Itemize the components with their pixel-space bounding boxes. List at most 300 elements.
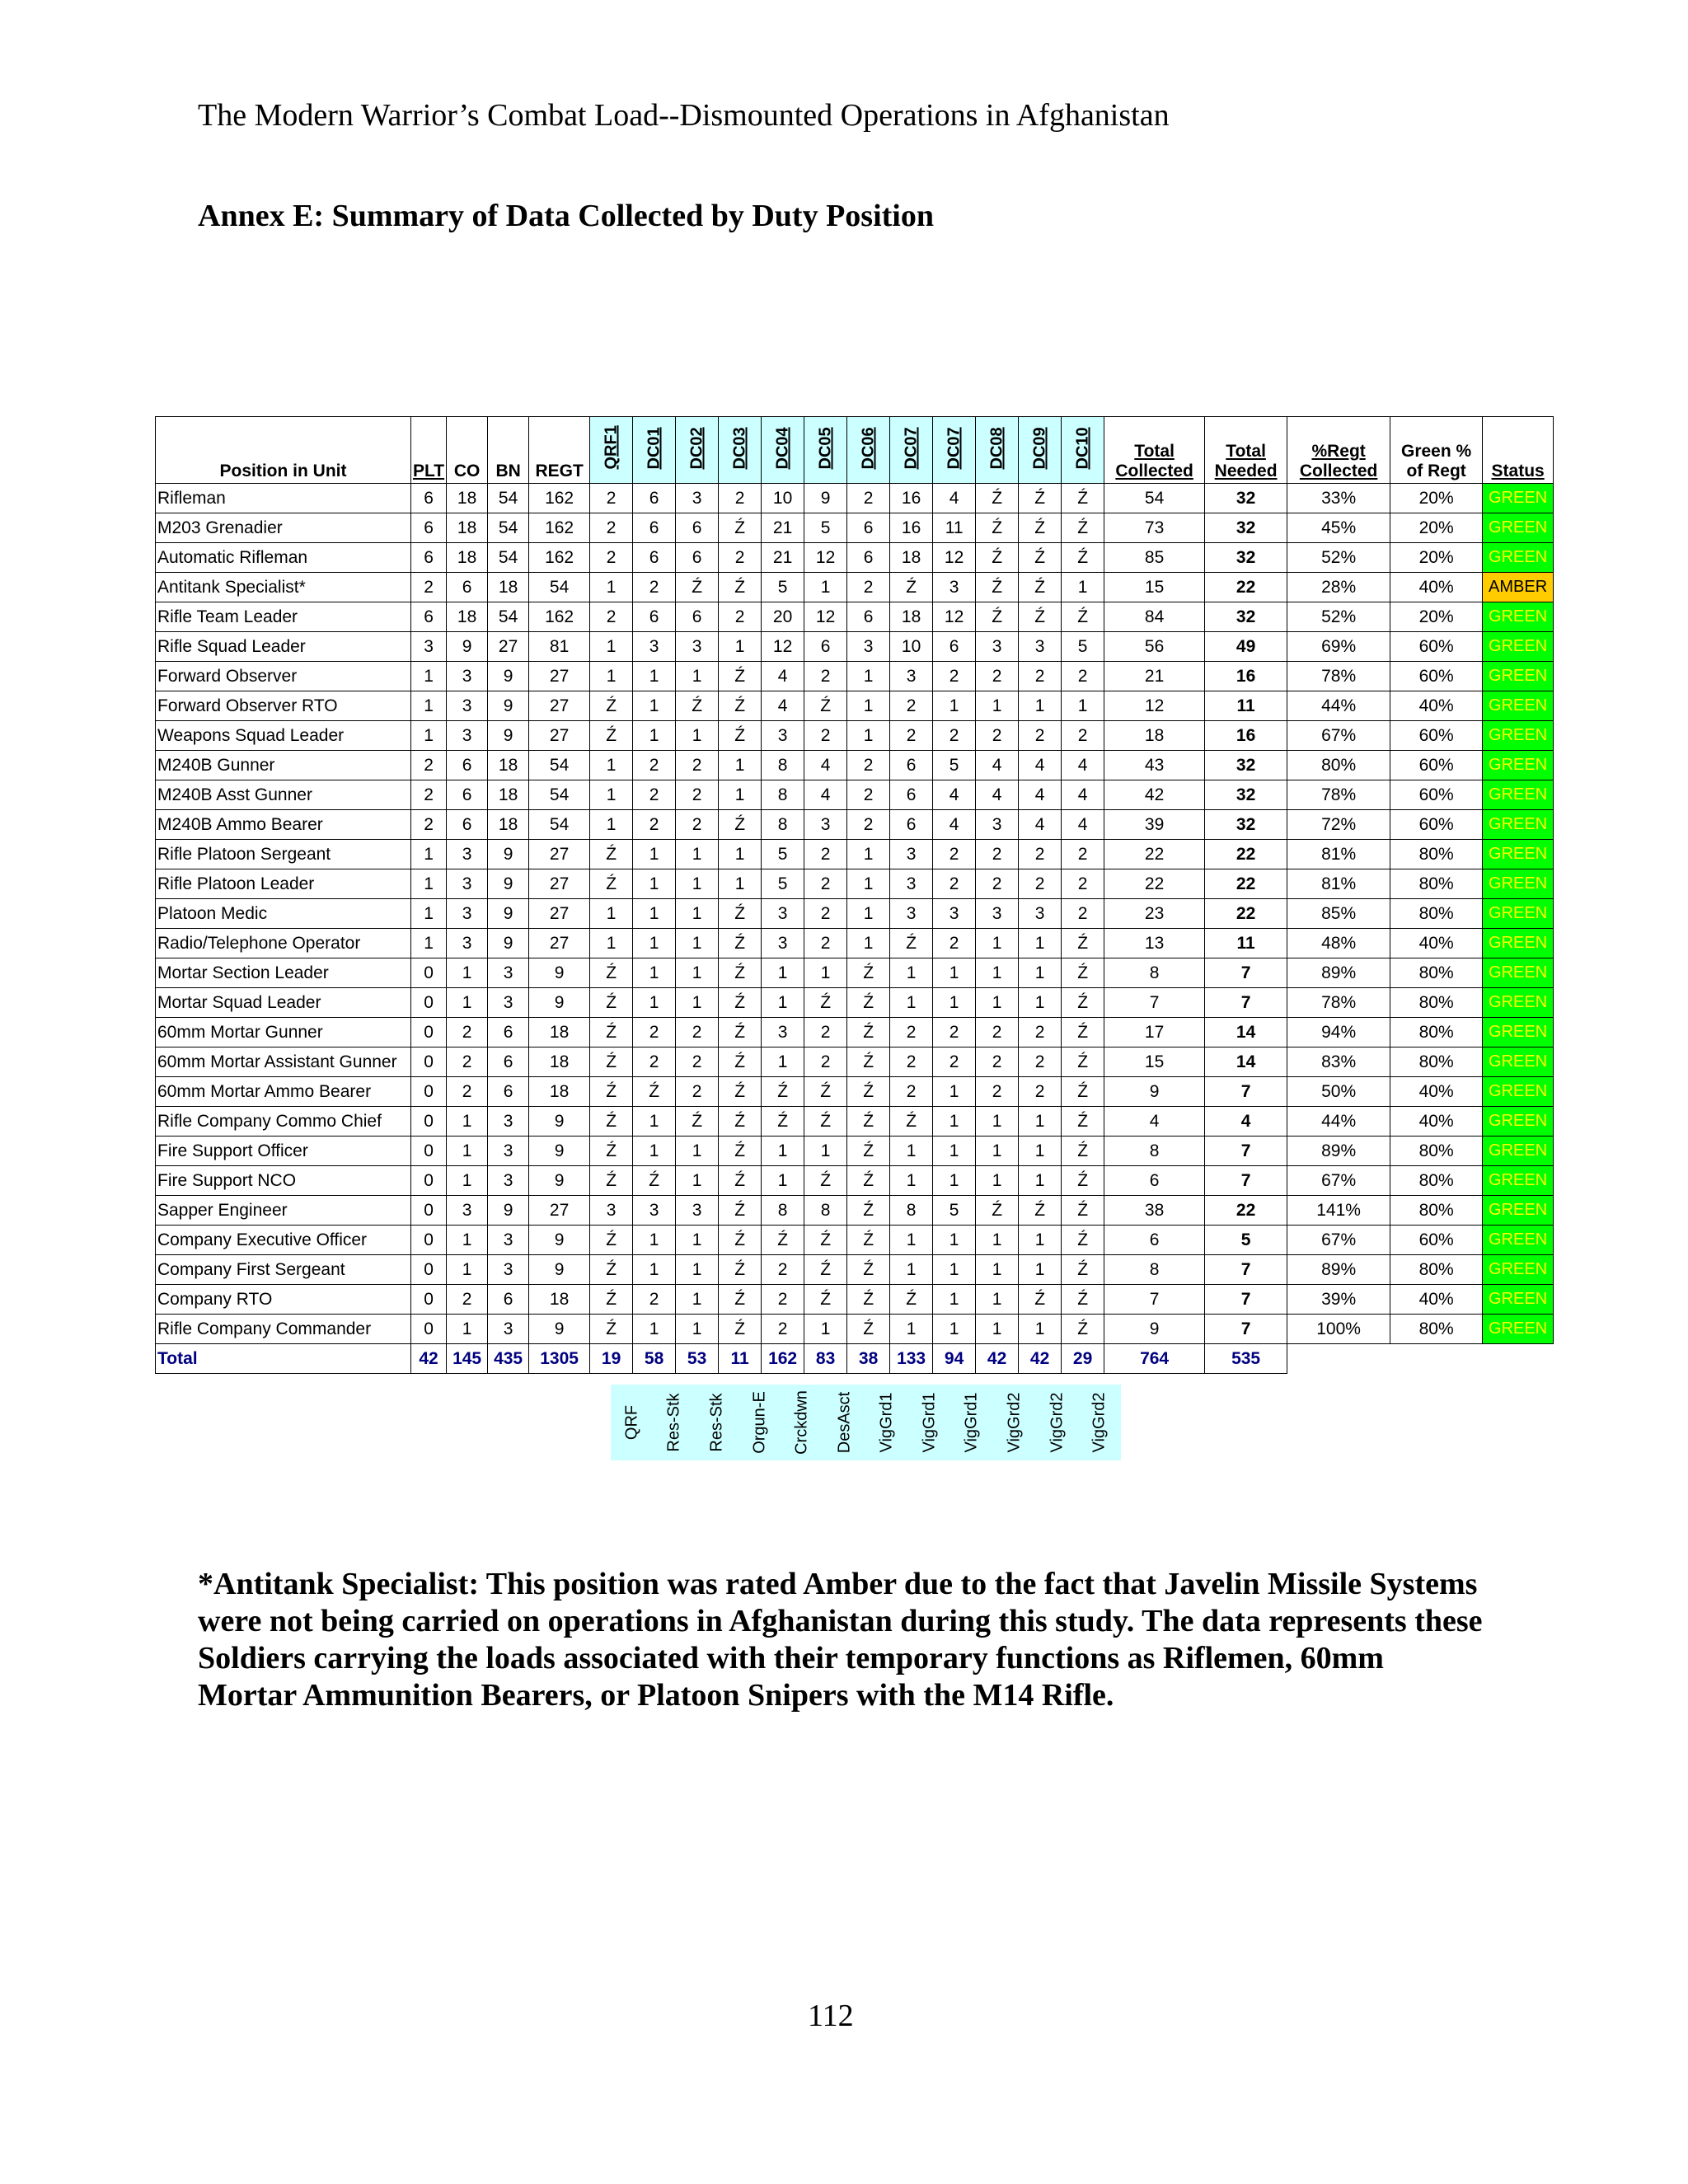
co-cell: 1: [447, 1137, 488, 1166]
total-needed-cell: 14: [1205, 1018, 1287, 1047]
position-cell: Rifle Team Leader: [156, 602, 411, 632]
bn-cell: 9: [488, 929, 529, 958]
dc-cell: 3: [676, 484, 719, 513]
table-row: [156, 1226, 1554, 1255]
status-badge: GREEN: [1483, 1226, 1554, 1255]
operation-label: Res-Stk: [664, 1393, 683, 1452]
dc-cell: Ź: [1062, 1166, 1104, 1196]
table-row: [156, 780, 1554, 810]
dc-cell: 1: [933, 1137, 976, 1166]
dc-cell: 1: [676, 869, 719, 899]
dc-cell: Ź: [847, 1018, 890, 1047]
bn-cell: 54: [488, 602, 529, 632]
dc-cell: Ź: [590, 1047, 633, 1077]
table-row: [156, 1315, 1554, 1344]
dc-cell: Ź: [976, 1196, 1019, 1226]
dc-cell: 2: [1019, 662, 1062, 691]
dc-cell: 6: [633, 484, 676, 513]
co-cell: 6: [447, 573, 488, 602]
table-row: [156, 513, 1554, 543]
dc-cell: Ź: [1019, 543, 1062, 573]
dc-cell: 4: [804, 751, 847, 780]
green-pct-cell: 60%: [1390, 810, 1483, 840]
dc-cell: 2: [804, 929, 847, 958]
dc-cell: 2: [933, 869, 976, 899]
bn-cell: 27: [488, 632, 529, 662]
position-cell: M240B Asst Gunner: [156, 780, 411, 810]
total-needed-cell: 22: [1205, 899, 1287, 929]
plt-cell: 6: [411, 484, 447, 513]
total-collected-cell: 18: [1104, 721, 1205, 751]
plt-cell: 0: [411, 1255, 447, 1285]
dc-cell: 1: [590, 632, 633, 662]
dc-cell: 1: [676, 1166, 719, 1196]
table-row: [156, 869, 1554, 899]
dc-cell: 6: [847, 513, 890, 543]
position-cell: Mortar Section Leader: [156, 958, 411, 988]
total-needed-cell: 22: [1205, 1196, 1287, 1226]
position-cell: M240B Gunner: [156, 751, 411, 780]
pct-regt-cell: 69%: [1287, 632, 1390, 662]
dc-cell: Ź: [1019, 602, 1062, 632]
dc-cell: 3: [976, 810, 1019, 840]
dc-cell: 1: [633, 840, 676, 869]
dc-cell: Ź: [719, 1196, 762, 1226]
header-bn: BN: [488, 417, 529, 484]
dc-cell: Ź: [804, 691, 847, 721]
dc-cell: 2: [676, 1018, 719, 1047]
plt-cell: 1: [411, 869, 447, 899]
dc-cell: 6: [676, 543, 719, 573]
pct-regt-cell: 52%: [1287, 543, 1390, 573]
dc-cell: 2: [762, 1285, 804, 1315]
position-cell: M203 Grenadier: [156, 513, 411, 543]
dc-cell: 1: [1062, 691, 1104, 721]
header-total-needed: Total Needed: [1205, 417, 1287, 484]
total-needed-cell: 32: [1205, 751, 1287, 780]
total-co: 145: [447, 1344, 488, 1374]
operation-label: VigGrd2: [1048, 1392, 1067, 1453]
table-row: [156, 929, 1554, 958]
dc-cell: Ź: [719, 662, 762, 691]
position-cell: Forward Observer: [156, 662, 411, 691]
dc-cell: 21: [762, 513, 804, 543]
dc-cell: 8: [762, 810, 804, 840]
co-cell: 6: [447, 810, 488, 840]
dc-cell: 3: [762, 721, 804, 751]
dc-cell: 2: [762, 1315, 804, 1344]
total-needed-cell: 22: [1205, 573, 1287, 602]
plt-cell: 0: [411, 1226, 447, 1255]
total-collected-cell: 15: [1104, 1047, 1205, 1077]
dc-cell: 5: [1062, 632, 1104, 662]
dc-cell: 12: [933, 543, 976, 573]
operation-label-cell: [993, 1385, 1036, 1460]
running-head: The Modern Warrior’s Combat Load--Dismounted Operations in Afghanistan: [198, 98, 1170, 133]
plt-cell: 1: [411, 691, 447, 721]
header-dc: DC03: [719, 417, 762, 484]
table-row: [156, 1018, 1554, 1047]
dc-cell: Ź: [1019, 484, 1062, 513]
total-needed-cell: 7: [1205, 958, 1287, 988]
dc-cell: 1: [1062, 573, 1104, 602]
dc-cell: 1: [676, 1285, 719, 1315]
position-cell: Fire Support Officer: [156, 1137, 411, 1166]
dc-cell: 1: [633, 988, 676, 1018]
total-collected-cell: 9: [1104, 1077, 1205, 1107]
total-needed-cell: 7: [1205, 1077, 1287, 1107]
dc-cell: 6: [847, 602, 890, 632]
table-row: [156, 958, 1554, 988]
dc-cell: 4: [1019, 810, 1062, 840]
operation-label-cell: [781, 1385, 823, 1460]
dc-cell: 1: [976, 988, 1019, 1018]
dc-cell: Ź: [804, 1285, 847, 1315]
pct-regt-cell: 78%: [1287, 662, 1390, 691]
plt-cell: 0: [411, 1196, 447, 1226]
position-cell: Forward Observer RTO: [156, 691, 411, 721]
dc-cell: 6: [676, 513, 719, 543]
dc-cell: 6: [676, 602, 719, 632]
total-collected-cell: 4: [1104, 1107, 1205, 1137]
empty-cell: [1483, 1344, 1554, 1374]
operation-label-cell: [951, 1385, 994, 1460]
position-cell: Automatic Rifleman: [156, 543, 411, 573]
co-cell: 18: [447, 484, 488, 513]
dc-cell: Ź: [804, 1255, 847, 1285]
dc-cell: 2: [1019, 721, 1062, 751]
status-badge: GREEN: [1483, 810, 1554, 840]
plt-cell: 1: [411, 899, 447, 929]
dc-cell: 5: [762, 869, 804, 899]
dc-cell: Ź: [676, 573, 719, 602]
dc-cell: 2: [933, 1047, 976, 1077]
dc-cell: Ź: [1062, 929, 1104, 958]
co-cell: 6: [447, 751, 488, 780]
dc-cell: 2: [633, 1285, 676, 1315]
green-pct-cell: 60%: [1390, 751, 1483, 780]
total-bn: 435: [488, 1344, 529, 1374]
page-number: 112: [808, 1999, 854, 2033]
dc-cell: 1: [676, 1137, 719, 1166]
total-collected-cell: 22: [1104, 840, 1205, 869]
dc-cell: Ź: [719, 899, 762, 929]
table-row: [156, 1107, 1554, 1137]
total-needed-cell: 16: [1205, 721, 1287, 751]
dc-cell: 18: [890, 602, 933, 632]
total-collected-cell: 22: [1104, 869, 1205, 899]
dc-cell: 1: [633, 899, 676, 929]
table-row: [156, 988, 1554, 1018]
green-pct-cell: 80%: [1390, 1047, 1483, 1077]
total-collected-cell: 8: [1104, 1255, 1205, 1285]
dc-cell: Ź: [1062, 1047, 1104, 1077]
co-cell: 2: [447, 1018, 488, 1047]
status-badge: GREEN: [1483, 721, 1554, 751]
dc-cell: 2: [1019, 1047, 1062, 1077]
total-dc: 83: [804, 1344, 847, 1374]
status-badge: GREEN: [1483, 1315, 1554, 1344]
total-dc: 133: [890, 1344, 933, 1374]
total-needed-cell: 22: [1205, 840, 1287, 869]
total-collected-cell: 7: [1104, 988, 1205, 1018]
dc-cell: 2: [847, 810, 890, 840]
plt-cell: 0: [411, 1285, 447, 1315]
table-row: [156, 1137, 1554, 1166]
dc-cell: Ź: [1062, 1196, 1104, 1226]
plt-cell: 0: [411, 1315, 447, 1344]
pct-regt-cell: 85%: [1287, 899, 1390, 929]
green-pct-cell: 60%: [1390, 721, 1483, 751]
header-dc: DC04: [762, 417, 804, 484]
dc-cell: 1: [762, 1047, 804, 1077]
regt-cell: 9: [529, 958, 590, 988]
total-dc: 29: [1062, 1344, 1104, 1374]
status-badge: GREEN: [1483, 513, 1554, 543]
co-cell: 3: [447, 929, 488, 958]
pct-regt-cell: 81%: [1287, 840, 1390, 869]
green-pct-cell: 60%: [1390, 662, 1483, 691]
dc-cell: 1: [890, 1315, 933, 1344]
dc-cell: 3: [1019, 899, 1062, 929]
dc-cell: 2: [847, 780, 890, 810]
dc-cell: 1: [933, 1255, 976, 1285]
position-cell: Company RTO: [156, 1285, 411, 1315]
pct-regt-cell: 83%: [1287, 1047, 1390, 1077]
dc-cell: 2: [1062, 869, 1104, 899]
total-needed-cell: 7: [1205, 1166, 1287, 1196]
dc-cell: 1: [1019, 1166, 1062, 1196]
bn-cell: 54: [488, 513, 529, 543]
dc-cell: Ź: [590, 691, 633, 721]
bn-cell: 18: [488, 780, 529, 810]
dc-cell: Ź: [719, 721, 762, 751]
co-cell: 9: [447, 632, 488, 662]
dc-cell: Ź: [1062, 484, 1104, 513]
dc-cell: 2: [719, 484, 762, 513]
pct-regt-cell: 67%: [1287, 1226, 1390, 1255]
dc-cell: Ź: [1062, 988, 1104, 1018]
plt-cell: 6: [411, 602, 447, 632]
dc-cell: 1: [762, 1166, 804, 1196]
dc-cell: 2: [1019, 840, 1062, 869]
status-badge: GREEN: [1483, 1107, 1554, 1137]
regt-cell: 162: [529, 543, 590, 573]
dc-cell: 2: [804, 840, 847, 869]
dc-cell: 1: [762, 958, 804, 988]
dc-cell: 4: [1062, 780, 1104, 810]
total-collected-cell: 21: [1104, 662, 1205, 691]
regt-cell: 54: [529, 810, 590, 840]
dc-cell: 3: [633, 632, 676, 662]
total-collected-cell: 9: [1104, 1315, 1205, 1344]
dc-cell: Ź: [847, 1137, 890, 1166]
dc-cell: 1: [633, 721, 676, 751]
dc-cell: 4: [1019, 780, 1062, 810]
dc-cell: 2: [633, 573, 676, 602]
header-regt: REGT: [529, 417, 590, 484]
green-pct-cell: 80%: [1390, 869, 1483, 899]
total-collected-cell: 85: [1104, 543, 1205, 573]
operation-label: Res-Stk: [707, 1393, 726, 1452]
header-pct-regt-collected: %Regt Collected: [1287, 417, 1390, 484]
regt-cell: 18: [529, 1018, 590, 1047]
table-row: [156, 840, 1554, 869]
pct-regt-cell: 67%: [1287, 1166, 1390, 1196]
pct-regt-cell: 48%: [1287, 929, 1390, 958]
total-needed-cell: 7: [1205, 1255, 1287, 1285]
co-cell: 2: [447, 1285, 488, 1315]
total-collected-cell: 15: [1104, 573, 1205, 602]
regt-cell: 9: [529, 1315, 590, 1344]
position-cell: Rifle Squad Leader: [156, 632, 411, 662]
dc-cell: Ź: [1062, 1255, 1104, 1285]
dc-cell: Ź: [847, 988, 890, 1018]
dc-cell: 3: [762, 929, 804, 958]
dc-cell: Ź: [590, 1226, 633, 1255]
green-pct-cell: 80%: [1390, 1196, 1483, 1226]
dc-cell: 4: [976, 751, 1019, 780]
total-dc: 19: [590, 1344, 633, 1374]
dc-cell: 1: [633, 1137, 676, 1166]
dc-cell: 1: [633, 1255, 676, 1285]
operation-label: VigGrd2: [1090, 1392, 1109, 1453]
dc-cell: 3: [976, 899, 1019, 929]
co-cell: 18: [447, 543, 488, 573]
bn-cell: 6: [488, 1047, 529, 1077]
header-dc: DC02: [676, 417, 719, 484]
dc-cell: 1: [933, 1166, 976, 1196]
pct-regt-cell: 44%: [1287, 691, 1390, 721]
dc-cell: 3: [933, 899, 976, 929]
dc-cell: 16: [890, 513, 933, 543]
empty-cell: [1287, 1344, 1390, 1374]
position-cell: Platoon Medic: [156, 899, 411, 929]
dc-cell: Ź: [1062, 1137, 1104, 1166]
green-pct-cell: 80%: [1390, 988, 1483, 1018]
total-dc: 42: [976, 1344, 1019, 1374]
plt-cell: 2: [411, 573, 447, 602]
dc-cell: 2: [933, 929, 976, 958]
dc-cell: 2: [976, 1047, 1019, 1077]
dc-cell: 5: [762, 573, 804, 602]
status-badge: GREEN: [1483, 1018, 1554, 1047]
plt-cell: 0: [411, 988, 447, 1018]
dc-cell: 1: [976, 1226, 1019, 1255]
dc-cell: 10: [762, 484, 804, 513]
dc-cell: 16: [890, 484, 933, 513]
total-needed-cell: 4: [1205, 1107, 1287, 1137]
dc-cell: Ź: [590, 1285, 633, 1315]
green-pct-cell: 80%: [1390, 1137, 1483, 1166]
plt-cell: 1: [411, 929, 447, 958]
co-cell: 3: [447, 899, 488, 929]
plt-cell: 0: [411, 1137, 447, 1166]
bn-cell: 3: [488, 958, 529, 988]
dc-cell: Ź: [762, 1226, 804, 1255]
header-total-collected: Total Collected: [1104, 417, 1205, 484]
dc-cell: 8: [890, 1196, 933, 1226]
header-dc: DC06: [847, 417, 890, 484]
dc-cell: Ź: [590, 958, 633, 988]
status-badge: GREEN: [1483, 840, 1554, 869]
dc-cell: 1: [676, 929, 719, 958]
dc-cell: 6: [847, 543, 890, 573]
status-badge: GREEN: [1483, 1166, 1554, 1196]
dc-cell: 1: [590, 899, 633, 929]
dc-cell: 2: [1019, 869, 1062, 899]
dc-cell: 2: [676, 1047, 719, 1077]
bn-cell: 3: [488, 988, 529, 1018]
dc-cell: 10: [890, 632, 933, 662]
table-row: [156, 721, 1554, 751]
operation-label: VigGrd1: [877, 1392, 896, 1453]
dc-cell: 1: [1019, 1226, 1062, 1255]
status-badge: GREEN: [1483, 1137, 1554, 1166]
dc-cell: 1: [1019, 988, 1062, 1018]
total-dc: 53: [676, 1344, 719, 1374]
co-cell: 3: [447, 869, 488, 899]
dc-cell: Ź: [719, 513, 762, 543]
dc-cell: Ź: [719, 1107, 762, 1137]
dc-cell: 2: [933, 721, 976, 751]
dc-cell: 1: [804, 573, 847, 602]
green-pct-cell: 40%: [1390, 1077, 1483, 1107]
dc-cell: Ź: [676, 1107, 719, 1137]
dc-cell: 2: [804, 899, 847, 929]
dc-cell: 1: [1019, 691, 1062, 721]
plt-cell: 0: [411, 1047, 447, 1077]
total-collected-cell: 12: [1104, 691, 1205, 721]
dc-cell: 1: [933, 1285, 976, 1315]
status-badge: GREEN: [1483, 632, 1554, 662]
dc-cell: 3: [976, 632, 1019, 662]
dc-cell: Ź: [890, 929, 933, 958]
dc-cell: 1: [719, 869, 762, 899]
bn-cell: 3: [488, 1255, 529, 1285]
total-collected-cell: 7: [1104, 1285, 1205, 1315]
plt-cell: 2: [411, 751, 447, 780]
total-collected-cell: 43: [1104, 751, 1205, 780]
total-needed-cell: 32: [1205, 513, 1287, 543]
co-cell: 3: [447, 691, 488, 721]
table-row: [156, 484, 1554, 513]
dc-cell: Ź: [1062, 543, 1104, 573]
dc-cell: 1: [890, 1166, 933, 1196]
status-badge: GREEN: [1483, 691, 1554, 721]
dc-cell: Ź: [804, 1226, 847, 1255]
dc-cell: 1: [933, 958, 976, 988]
dc-cell: 1: [590, 573, 633, 602]
dc-cell: Ź: [890, 1285, 933, 1315]
dc-cell: 2: [847, 751, 890, 780]
dc-cell: Ź: [590, 1107, 633, 1137]
dc-cell: Ź: [590, 1137, 633, 1166]
regt-cell: 9: [529, 1166, 590, 1196]
co-cell: 3: [447, 721, 488, 751]
pct-regt-cell: 44%: [1287, 1107, 1390, 1137]
dc-cell: Ź: [847, 1226, 890, 1255]
dc-cell: 3: [676, 632, 719, 662]
dc-cell: Ź: [847, 1077, 890, 1107]
total-collected-cell: 42: [1104, 780, 1205, 810]
dc-cell: Ź: [719, 573, 762, 602]
dc-cell: 12: [762, 632, 804, 662]
green-pct-cell: 60%: [1390, 1226, 1483, 1255]
dc-cell: 1: [804, 1137, 847, 1166]
table-row: [156, 691, 1554, 721]
pct-regt-cell: 72%: [1287, 810, 1390, 840]
